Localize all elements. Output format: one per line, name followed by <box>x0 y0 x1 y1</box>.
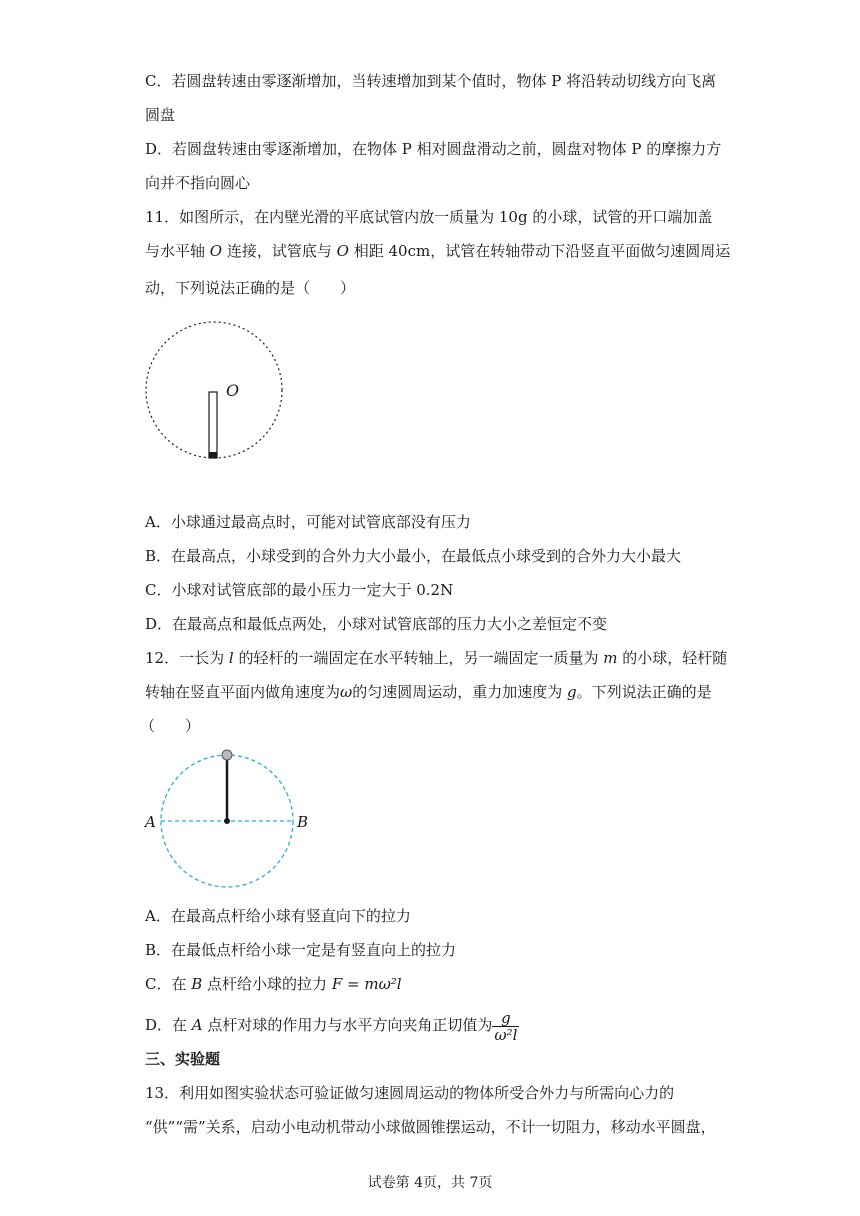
q12-option-b: B．在最低点杆给小球一定是有竖直向上的拉力 <box>145 941 457 959</box>
q11-stem-line2: 与水平轴 O 连接，试管底与 O 相距 40cm，试管在转轴带动下沿竖直平面做匀速圆周运 <box>145 242 731 260</box>
q12-figure-rod-circle <box>140 745 320 895</box>
q12-stem-line2: 转轴在竖直平面内做角速度为ω的匀速圆周运动，重力加速度为 g。下列说法正确的是 <box>145 683 712 701</box>
q12-stem-line3: （ ） <box>140 717 201 735</box>
q11-test-tube <box>209 392 217 458</box>
q12-option-a: A．在最高点杆给小球有竖直向下的拉力 <box>145 907 411 925</box>
q10-option-d-line2: 向并不指向圆心 <box>145 174 251 192</box>
section-3-title: 三、实验题 <box>145 1050 221 1068</box>
q12-stem-line1: 12．一长为 l 的轻杆的一端固定在水平转轴上，另一端固定一质量为 m 的小球，轻杆随 <box>145 649 728 667</box>
q11-stem-line3: 动，下列说法正确的是（ ） <box>145 279 356 297</box>
q11-tube-bottom-ball <box>209 452 217 458</box>
q11-option-d: D．在最高点和最低点两处，小球对试管底部的压力大小之差恒定不变 <box>145 615 608 633</box>
q12-label-a: A <box>145 813 156 831</box>
q12-option-d-fraction: $\frac{g}{\text{ω²l}}$ <box>494 1008 518 1044</box>
q13-stem-line2: “供”“需”关系，启动小电动机带动小球做圆锥摆运动，不计一切阻力，移动水平圆盘， <box>145 1118 716 1136</box>
q12-option-c: C．在 B 点杆给小球的拉力 F = mω²l <box>145 975 402 993</box>
q12-option-d: D．在 A 点杆对球的作用力与水平方向夹角正切值为 $\frac{g}{\text{ω²l}}$ <box>145 1008 518 1044</box>
q12-ball <box>222 750 232 760</box>
q12-label-b: B <box>297 813 309 831</box>
q12-pivot <box>224 818 230 824</box>
q10-option-c-line2: 圆盘 <box>145 106 176 124</box>
q10-option-d-line1: D．若圆盘转速由零逐渐增加，在物体 P 相对圆盘滑动之前，圆盘对物体 P 的摩擦力方 <box>145 140 722 158</box>
q12-option-c-formula: F = mω²l <box>331 975 402 993</box>
q11-option-b: B．在最高点，小球受到的合外力大小最小，在最低点小球受到的合外力大小最大 <box>145 547 682 565</box>
q11-option-c: C．小球对试管底部的最小压力一定大于 0.2N <box>145 581 454 599</box>
q11-label-o: O <box>226 381 240 400</box>
q11-option-a: A．小球通过最高点时，可能对试管底部没有压力 <box>145 513 471 531</box>
q11-stem-line1: 11．如图所示，在内壁光滑的平底试管内放一质量为 10g 的小球，试管的开口端加盖 <box>145 208 713 226</box>
q13-stem-line1: 13．利用如图实验状态可验证做匀速圆周运动的物体所受合外力与所需向心力的 <box>145 1084 675 1102</box>
page-footer: 试卷第 4页，共 7页 <box>367 1175 493 1191</box>
q11-figure-test-tube-circle <box>140 320 310 465</box>
q10-option-c-line1: C．若圆盘转速由零逐渐增加，当转速增加到某个值时，物体 P 将沿转动切线方向飞离 <box>145 72 717 90</box>
